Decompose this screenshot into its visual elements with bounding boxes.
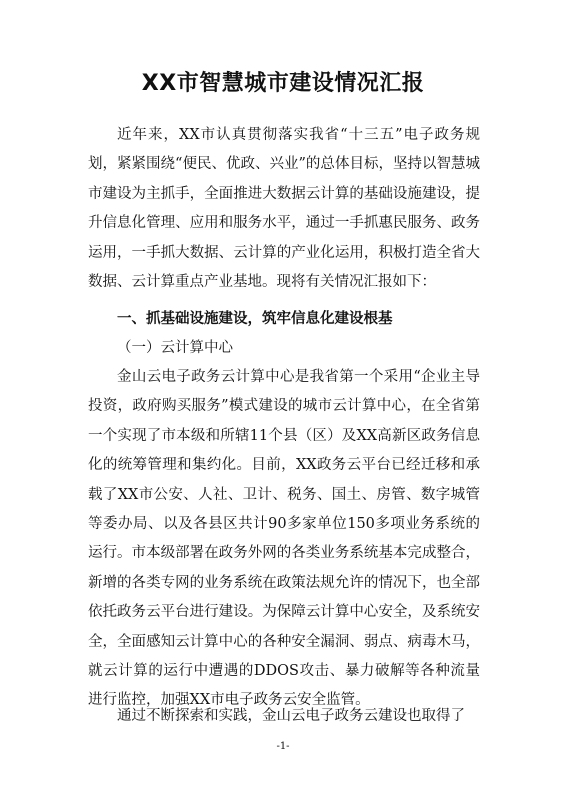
section-heading: 一、抓基础设施建设，筑牢信息化建设根基 (117, 311, 393, 327)
subsection-heading: （一）云计算中心 (117, 340, 233, 356)
body-paragraph-continued: 通过不断探索和实践，金山云电子政务云建设也取得了 (117, 708, 465, 724)
body-paragraph: 金山云电子政务云计算中心是我省第一个采用“企业主导投资，政府购买服务”模式建设的城市云计算中心，在全省第一个实现了市本级和所辖11个县（区）及XX高新区政务信息化的统筹管理和集约化。目前，XX政务云平台已经迁移和承载了XX市公安、人社、卫计、税务、国土、房管、数字城管等委办局、以及各县区共计90多家单位150多项业务系统的运行。市本级部署在政务外网的各类业务系统基本完成整合，新增的各类专网的业务系统在政策法规允许的情况下，也全部依托政务云平台进行建设。为保障云计算中心安全，及系统安全，全面感知云计算中心的各种安全漏洞、弱点、病毒木马，就云计算的运行中遭遇的DDOS攻击、暴力破解等各种流量进行监控，加强XX市电子政务云安全监管。 (88, 369, 480, 709)
intro-paragraph: 近年来，XX市认真贯彻落实我省“十三五”电子政务规划，紧紧围绕“便民、优政、兴业”的总体目标，坚持以智慧城市建设为主抓手，全面推进大数据云计算的基础设施建设，提升信息化管理、应用和服务水平，通过一手抓惠民服务、政务运用，一手抓大数据、云计算的产业化运用，积极打造全省大数据、云计算重点产业基地。现将有关情况汇报如下： (88, 127, 480, 291)
document-title: XX市智慧城市建设情况汇报 (141, 71, 425, 96)
page-number: -1- (276, 741, 290, 752)
